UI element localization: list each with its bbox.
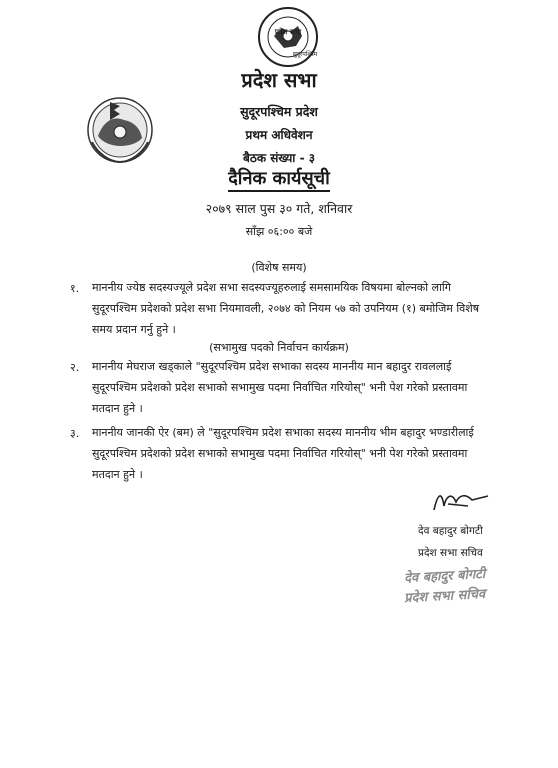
secretary-designation: प्रदेश सभा सचिव [418,547,483,559]
session-label: प्रथम अधिवेशन [245,128,313,142]
item-number: ३. [70,427,80,440]
assembly-title: प्रदेश सभा [241,68,317,92]
meeting-time: साँझ ०६:०० बजे [245,225,313,238]
agenda-line: सुदूरपश्चिम प्रदेशको प्रदेश सभाको सभामुख पदमा निर्वाचित गरियोस्" भनी पेश गरेको प्रस्तावमा [92,381,468,394]
item-number: १. [70,282,80,295]
assembly-seal-logo [252,6,324,68]
agenda-line: माननीय जानकी ऐर (बम) ले "सुदूरपश्चिम प्रदेश सभाका सदस्य माननीय भीम बहादुर भण्डारीलाई [92,426,474,439]
agenda-line: समय प्रदान गर्नु हुने । [92,323,176,336]
handwritten-signature [428,486,498,516]
meeting-date: २०७९ साल पुस ३० गते, शनिवार [205,201,353,216]
agenda-line: मतदान हुने । [92,468,143,481]
agenda-line: माननीय ज्येष्ठ सदस्यज्यूले प्रदेश सभा सदस्यज्यूहरुलाई समसामयिक विषयमा बोल्नको लागि [92,281,451,294]
agenda-item-1 [92,277,504,340]
item-number: २. [70,361,80,374]
seal-top-text: प्रदेश सभा [274,28,302,36]
section-heading-special-time: (विशेष समय) [251,261,307,274]
agenda-item-2 [92,356,504,419]
stamp-name: देव बहादुर बोगटी [403,566,486,587]
province-name: सुदूरपश्चिम प्रदेश [240,104,318,119]
agenda-line: सुदूरपश्चिम प्रदेशको प्रदेश सभा नियमावली, २०७४ को नियम ५७ को उपनियम (१) बमोजिम विशेष [92,302,480,315]
agenda-line: माननीय मेघराज खड्काले "सुदूरपश्चिम प्रदेश सभाका सदस्य माननीय मान बहादुर रावललाई [92,360,452,373]
agenda-line: मतदान हुने । [92,402,143,415]
section-heading-speaker-election: (सभामुख पदको निर्वाचन कार्यक्रम) [209,341,349,354]
secretary-name: देव बहादुर बोगटी [418,525,483,537]
agenda-item-3 [92,422,504,485]
agenda-line: सुदूरपश्चिम प्रदेशको प्रदेश सभाको सभामुख पदमा निर्वाचित गरियोस्" भनी पेश गरेको प्रस्तावमा [92,447,468,460]
document-title [0,166,558,190]
stamp-designation: प्रदेश सभा सचिव [403,586,486,607]
seal-bottom-text: सुदूरपश्चिम [292,51,318,58]
meeting-number: बैठक संख्या - ३ [243,151,315,165]
document-title-text: दैनिक कार्यसूची [228,168,330,192]
